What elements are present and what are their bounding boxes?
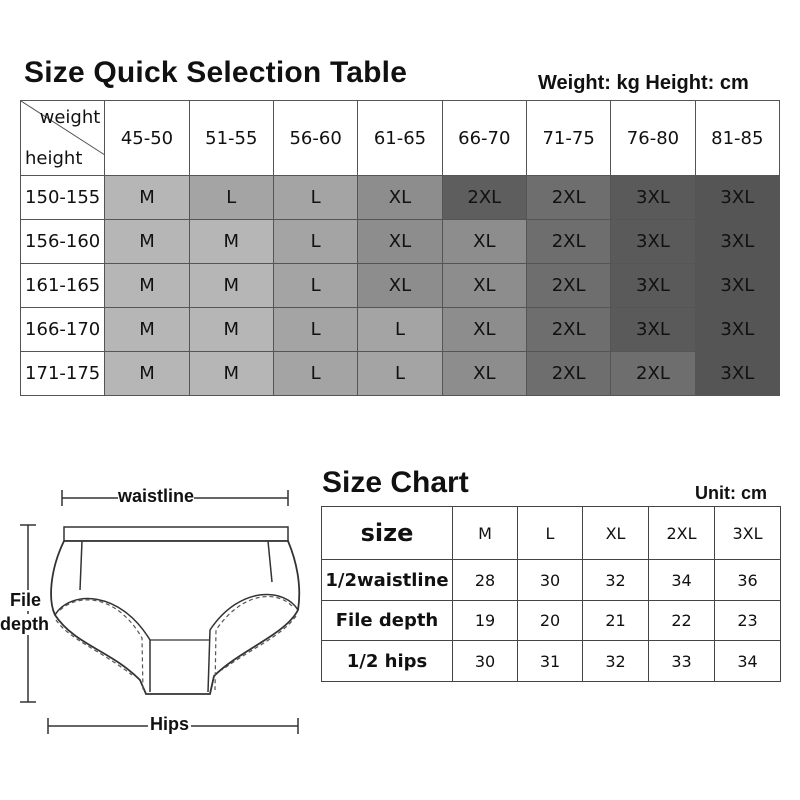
size-chart-table [321,506,781,682]
waistline-label: waistline [118,486,195,506]
size-cell: L [189,176,273,220]
measure-value: 23 [715,600,781,641]
table-row [322,641,781,682]
size-cell: M [105,308,189,352]
size-cell: 2XL [526,176,610,220]
corner-height-label: height [25,148,83,169]
size-cell: M [189,308,273,352]
briefs-diagram [0,470,310,750]
briefs-illustration [0,470,310,750]
file-depth-label-line2: depth [0,614,49,634]
height-header: 156-160 [21,220,105,264]
size-header: L [518,507,583,560]
size-cell: M [189,220,273,264]
size-cell: 3XL [695,176,779,220]
weight-header: 61-65 [358,101,442,176]
measure-label: 1/2 hips [322,641,453,682]
size-cell: 3XL [695,220,779,264]
measure-value: 34 [715,641,781,682]
size-cell: XL [442,264,526,308]
measure-value: 32 [583,560,649,601]
size-cell: L [358,308,442,352]
size-cell: L [273,220,357,264]
size-cell: L [273,264,357,308]
height-header: 166-170 [21,308,105,352]
size-header: XL [583,507,649,560]
measure-value: 20 [518,600,583,641]
measure-value: 30 [518,560,583,601]
quick-table-units: Weight: kg Height: cm [538,72,749,94]
file-depth-label-line1: File [10,590,42,610]
size-cell: 3XL [695,352,779,396]
size-header: 2XL [649,507,715,560]
quick-table-title: Size Quick Selection Table [24,56,408,89]
measure-value: 34 [649,560,715,601]
size-header: M [453,507,518,560]
height-header: 161-165 [21,264,105,308]
size-header-label: size [322,507,453,560]
size-cell: M [105,352,189,396]
size-cell: M [105,220,189,264]
corner-cell [21,101,105,176]
size-header-row [322,507,781,560]
size-cell: 2XL [526,308,610,352]
table-row [322,560,781,601]
size-cell: XL [442,308,526,352]
measure-value: 33 [649,641,715,682]
size-header: 3XL [715,507,781,560]
size-cell: L [273,308,357,352]
size-cell: M [105,176,189,220]
size-cell: 3XL [611,308,695,352]
quick-selection-table [20,100,780,396]
height-header: 150-155 [21,176,105,220]
size-cell: XL [442,220,526,264]
weight-header: 76-80 [611,101,695,176]
weight-header: 56-60 [273,101,357,176]
measure-value: 30 [453,641,518,682]
size-cell: 2XL [611,352,695,396]
table-row [21,264,780,308]
weight-header: 81-85 [695,101,779,176]
size-cell: 3XL [695,264,779,308]
measure-label: 1/2waistline [322,560,453,601]
size-cell: L [273,352,357,396]
table-row [322,600,781,641]
size-cell: M [105,264,189,308]
size-chart-unit: Unit: cm [695,483,767,503]
size-cell: 3XL [611,176,695,220]
size-cell: XL [358,176,442,220]
measure-value: 21 [583,600,649,641]
table-row [21,352,780,396]
size-cell: 2XL [526,352,610,396]
measure-value: 19 [453,600,518,641]
size-cell: XL [358,220,442,264]
size-cell: L [273,176,357,220]
size-cell: 3XL [611,220,695,264]
size-cell: L [358,352,442,396]
weight-header: 66-70 [442,101,526,176]
size-cell: 2XL [526,264,610,308]
size-cell: 3XL [611,264,695,308]
measure-label: File depth [322,600,453,641]
weight-header-row [21,101,780,176]
measure-value: 22 [649,600,715,641]
size-cell: XL [358,264,442,308]
table-row [21,220,780,264]
size-cell: 2XL [442,176,526,220]
weight-header: 71-75 [526,101,610,176]
size-cell: M [189,352,273,396]
hips-label: Hips [150,714,190,734]
height-header: 171-175 [21,352,105,396]
measure-value: 32 [583,641,649,682]
corner-weight-label: weight [39,107,101,128]
size-cell: 2XL [526,220,610,264]
table-row [21,308,780,352]
size-cell: XL [442,352,526,396]
measure-value: 36 [715,560,781,601]
size-cell: M [189,264,273,308]
weight-header: 45-50 [105,101,189,176]
measure-value: 28 [453,560,518,601]
size-cell: 3XL [695,308,779,352]
table-row [21,176,780,220]
size-chart-title: Size Chart [322,466,469,499]
measure-value: 31 [518,641,583,682]
weight-header: 51-55 [189,101,273,176]
